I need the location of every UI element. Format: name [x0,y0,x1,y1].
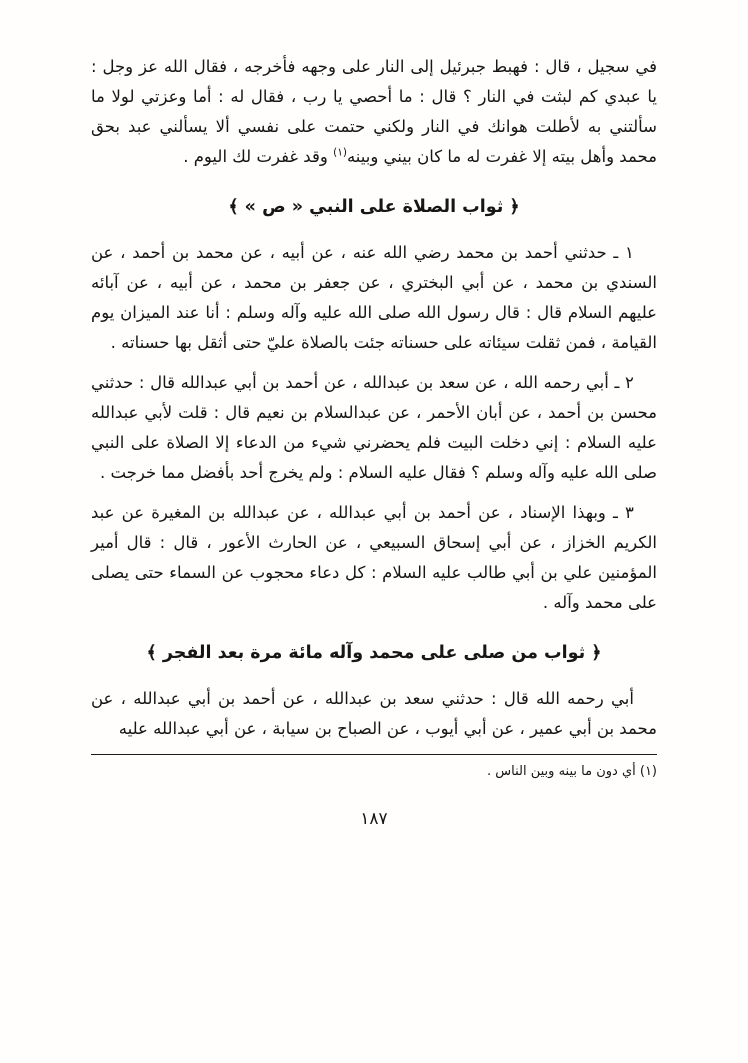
page-number: ١٨٧ [360,808,388,829]
hadith-paragraph-2: ٢ ـ أبي رحمه الله ، عن سعد بن عبدالله ، عن أحمد بن أبي عبدالله قال : حدثني محسن بن أحمد ، عن أبان الأحمر ، عن عبدالسلام بن نعيم قال : قلت لأبي عبدالله عليه السلام : إني دخلت البيت فلم يحضرني شيء من الدعاء إلا الصلاة على النبي صلى الله عليه وآله وسلم ؟ فقال عليه السلام : ولم يخرج أحد بأفضل مما خرجت . [91,372,657,483]
footnote-area [91,754,657,783]
section-heading-salat-ala-nabi: ﴿ ثواب الصلاة على النبي « ص » ﴾ [228,197,520,218]
footnote-divider [91,754,657,755]
footnote-ref-marker: (١) [333,146,347,159]
hadith-paragraph-1: ١ ـ حدثني أحمد بن محمد رضي الله عنه ، عن أبيه ، عن محمد بن أحمد ، عن السندي بن محمد ، عن أبي البختري ، عن جعفر بن محمد ، عن أبيه ، عن آبائه عليهم السلام قال : قال رسول الله صلى الله عليه وآله وسلم : أنا عند الميزان يوم القيامة ، فمن ثقلت سيئاته على حسناته جئت بالصلاة عليّ حتى أثقل بها حسناته . [91,242,657,352]
hadith-paragraph-4: أبي رحمه الله قال : حدثني سعد بن عبدالله ، عن أحمد بن أبي عبدالله ، عن محمد بن أبي عمير ، عن أبي أيوب ، عن الصباح بن سيابة ، عن أبي عبدالله عليه [91,688,657,738]
intro-paragraph [91,52,657,172]
hadith-paragraph-3: ٣ ـ وبهذا الإسناد ، عن أحمد بن أبي عبدالله ، عن عبدالله بن المغيرة عن عبد الكريم الخزاز ، عن أبي إسحاق السبيعي ، عن الحارث الأعور ، قال : قال أمير المؤمنين علي بن أبي طالب عليه السلام : كل دعاء محجوب عن السماء حتى يصلى على محمد وآله . [91,503,657,613]
page-content [91,0,657,744]
intro-text-after: وقد غفرت لك اليوم . [183,147,334,167]
section-heading-miat-marra-baad-alfajr: ﴿ ثواب من صلى على محمد وآله مائة مرة بعد الفجر ﴾ [146,643,602,664]
footnote-text: (١) أي دون ما بينه وبين الناس . [487,763,657,779]
intro-text-before: في سجيل ، قال : فهبط جبرئيل إلى النار على وجهه فأخرجه ، فقال الله عز وجل : يا عبدي كم لبثت في النار ؟ قال : ما أحصي يا رب ، فقال له : أما وعزتي لولا ما سألتني به لأطلت هوانك في النار ولكني حتمت على نفسي ألا يسألني عبد بحق محمد وأهل بيته إلا غفرت له ما كان بيني وبينه [91,57,657,167]
